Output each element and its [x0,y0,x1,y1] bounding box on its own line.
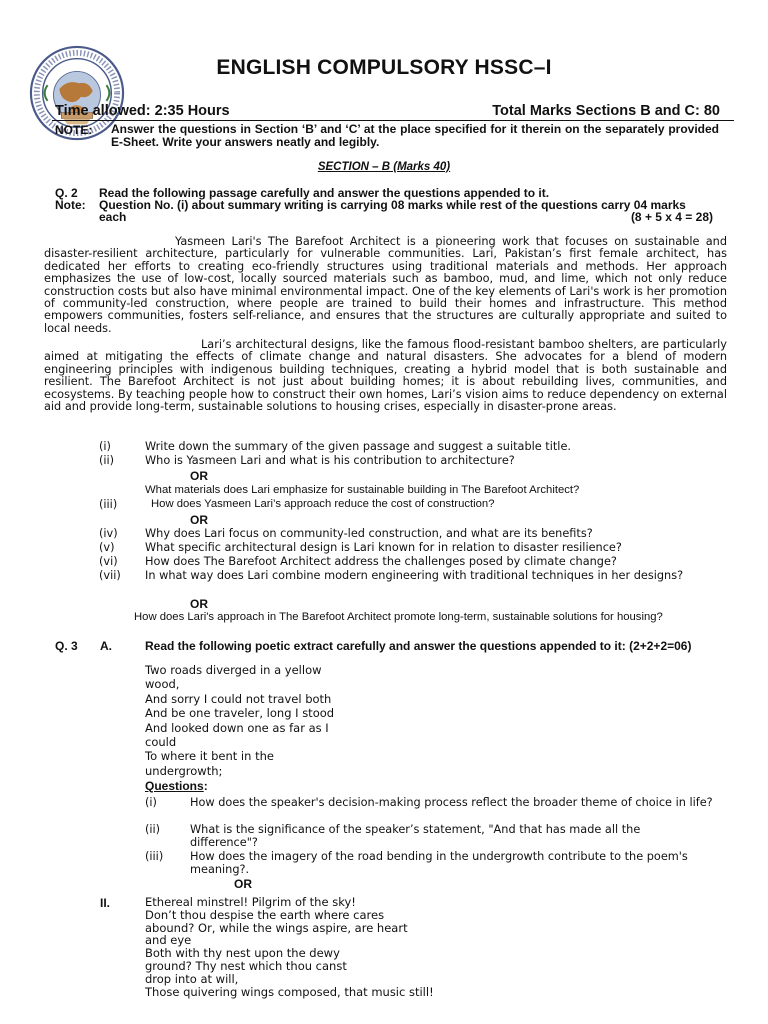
poem-line: wood, [145,677,180,692]
poem-line: undergrowth; [145,763,223,778]
q2-instruction: Read the following passage carefully and answer the questions appended to it. [99,186,550,200]
poem-line: drop into at will, [145,971,239,986]
q3-i-num: (i) [145,796,157,809]
q3-part-a: A. [100,639,112,653]
q2-note-text-each: each [99,210,127,224]
poem-line: And be one traveler, long I stood [145,706,335,721]
q3-iii-num: (iii) [145,850,164,863]
passage-paragraph-1: Yasmeen Lari's The Barefoot Architect is a pioneering work that focuses on sustainable and disaster-resilient architecture, particularly for vulnerable communities. Lari, Pakistan’s first female architect, has dedicated her efforts to creating eco-friendly structures using traditional materials and methods. Her approach emphasizes the use of low-cost, locally sourced materials such as bamboo, mud, and lime, which not only reduce construction costs but also have minimal environmental impact. One of the key elements of Lari's work is her promotion of community-led construction, where people are trained to build their homes and infrastructure. This method empowers communities, fosters self-reliance, and ensures that the structures are culturally appropriate and suited to local needs. [44,235,727,335]
poem-line: ground? Thy nest which thou canst [145,958,347,973]
q3-label: Q. 3 [55,639,78,653]
or-label: OR [190,469,208,483]
poem-line: Both with thy nest upon the dewy [145,946,340,961]
poem-line: And looked down one as far as I [145,720,329,735]
q2-marks: (8 + 5 x 4 = 28) [630,210,713,224]
poem-line: could [145,735,177,750]
note-label: NOTE: [55,123,93,137]
passage-paragraph-2: Lari’s architectural designs, like the famous flood-resistant bamboo shelters, are particularly aimed at mitigating the effects of climate change and natural disasters. She advocates for a blend of modern engineering principles with indigenous building techniques, creating a hybrid model that is both sustainable and resilient. The Barefoot Architect is not just about building homes; it is about rebuilding lives, communities, and ecosystems. By teaching people how to construct their own homes, Lari’s vision aims to reduce dependency on external aid and provide long-term, sustainable solutions to housing crises, especially in disaster-prone areas. [44,338,727,414]
poem-extract [145,663,334,778]
q2-vi-num: (vi) [99,555,118,568]
q2-vii-text: In what way does Lari combine modern engineering with traditional techniques in her designs? [145,569,684,582]
q2-note-text: Question No. (i) about summary writing is carrying 08 marks while rest of the questions carry 04 marks [99,198,686,212]
q3-i-text: How does the speaker's decision-making process reflect the broader theme of choice in life? [190,796,713,809]
or-label: OR [190,597,208,611]
q2-ii-text: Who is Yasmeen Lari and what is his contribution to architecture? [145,454,515,467]
q2-i-num: (i) [99,440,111,453]
q3-ii-num: (ii) [145,823,161,836]
note-text: Answer the questions in Section ‘B’ and ‘C’ at the place specified for it therein on the separately provided E-Sheet. Write your answers neatly and legibly. [111,122,719,149]
q2-v-num: (v) [99,541,115,554]
q3-instruction: Read the following poetic extract carefully and answer the questions appended to it: (2+2+2=06) [145,639,692,653]
exam-title: ENGLISH COMPULSORY HSSC–I [216,56,552,79]
q2-vii-num: (vii) [99,569,121,582]
q2-ii-alt-text: What materials does Lari emphasize for sustainable building in The Barefoot Architect? [145,484,580,496]
poem-line: abound? Or, while the wings aspire, are heart [145,920,408,935]
questions-heading: Questions: [145,779,208,793]
q2-iii-text: How does Yasmeen Lari’s approach reduce the cost of construction? [151,498,495,510]
poem-line: Two roads diverged in a yellow [145,663,322,677]
section-title: SECTION – B (Marks 40) [317,161,451,173]
poem-line: Ethereal minstrel! Pilgrim of the sky! [145,895,356,909]
q2-v-text: What specific architectural design is Lari known for in relation to disaster resilience? [145,541,622,554]
q2-ii-num: (ii) [99,454,115,467]
q3-iii-text: How does the imagery of the road bending in the undergrowth contribute to the poem's meaning?. [190,850,688,876]
q2-iv-text: Why does Lari focus on community-led construction, and what are its benefits? [145,527,593,540]
q3-part-ii: II. [100,896,111,910]
poem-line: and eye [145,933,192,948]
q2-label: Q. 2 [55,186,78,200]
poem-line: Those quivering wings composed, that music still! [145,984,434,999]
q2-vii-alt-text: How does Lari's approach in The Barefoot Architect promote long-term, sustainable solutions for housing? [134,611,663,623]
poem-extract-2 [145,896,434,998]
q2-iv-num: (iv) [99,527,118,540]
poem-line: Don’t thou despise the earth where cares [145,907,385,922]
q2-note-label: Note: [55,198,86,212]
poem-line: And sorry I could not travel both [145,691,332,706]
or-label: OR [190,513,208,527]
time-allowed: Time allowed: 2:35 Hours [55,103,230,119]
total-marks: Total Marks Sections B and C: 80 [492,103,720,119]
q2-i-text: Write down the summary of the given passage and suggest a suitable title. [145,440,571,453]
header-rule [52,120,734,121]
poem-line: To where it bent in the [145,749,274,764]
q3-ii-text: What is the significance of the speaker’s statement, "And that has made all the difference"? [190,823,641,849]
q2-vi-text: How does The Barefoot Architect address the challenges posed by climate change? [145,555,617,568]
or-label: OR [234,877,252,891]
q2-iii-num: (iii) [99,498,118,511]
